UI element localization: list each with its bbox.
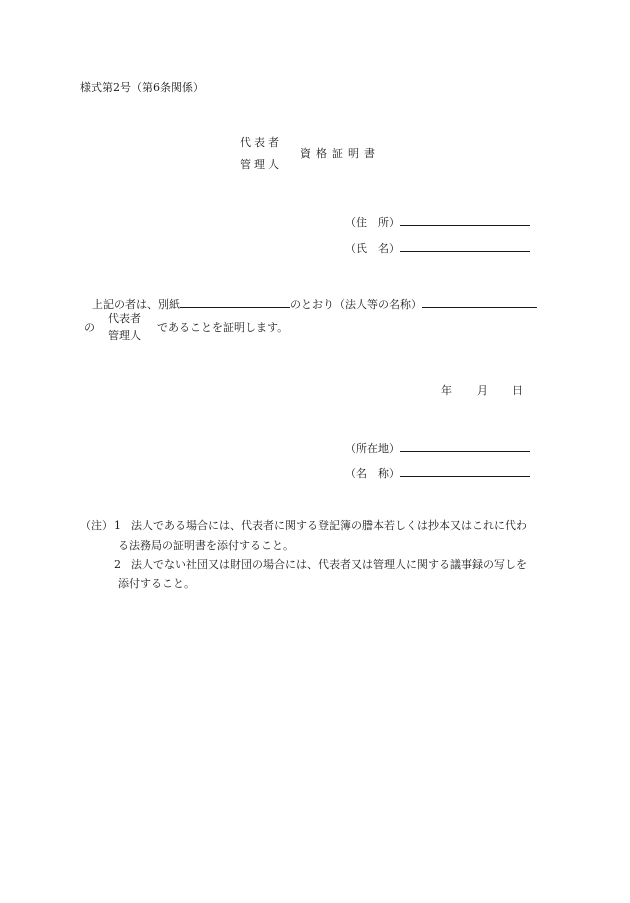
body-no: の [84, 321, 95, 334]
note-2-number: 2 [114, 558, 121, 571]
notes-label: （注） [80, 519, 113, 532]
certifier-name-field [345, 465, 530, 479]
attachment-blank [180, 296, 290, 308]
date-month: 月 [477, 384, 488, 397]
name-blank [400, 240, 530, 252]
location-field [345, 440, 530, 454]
date-day: 日 [512, 384, 523, 397]
title-main: 資格証明書 [300, 147, 380, 160]
certifier-name-blank [400, 465, 530, 477]
title-role-manager: 管理人 [240, 158, 282, 171]
title-role-representative: 代表者 [240, 136, 282, 149]
note-2-line-2: 添付すること。 [118, 577, 195, 590]
body-certify-text: であることを証明します。 [157, 321, 289, 334]
note-1-line-2: る法務局の証明書を添付すること。 [118, 539, 294, 552]
body-text-middle: のとおり（法人等の名称） [290, 298, 422, 311]
corporation-name-blank [422, 296, 537, 308]
address-blank [400, 214, 530, 226]
name-label: （氏 名） [345, 242, 400, 255]
form-number: 様式第2号（第6条関係） [80, 81, 204, 94]
body-role-representative: 代表者 [108, 312, 141, 325]
note-2-line-1: 法人でない社団又は財団の場合には、代表者又は管理人に関する議事録の写しを [131, 558, 527, 571]
address-field [345, 214, 530, 228]
note-1-number: 1 [114, 519, 121, 532]
address-label: （住 所） [345, 216, 400, 229]
date-year: 年 [441, 384, 452, 397]
body-text-prefix: 上記の者は、別紙 [92, 298, 180, 311]
location-label: （所在地） [345, 442, 400, 455]
note-1-line-1: 法人である場合には、代表者に関する登記簿の謄本若しくは抄本又はこれに代わ [131, 519, 527, 532]
body-role-manager: 管理人 [108, 329, 141, 342]
name-field [345, 240, 530, 254]
certifier-name-label: （名 称） [345, 467, 400, 480]
body-line-1 [92, 296, 537, 310]
location-blank [400, 440, 530, 452]
